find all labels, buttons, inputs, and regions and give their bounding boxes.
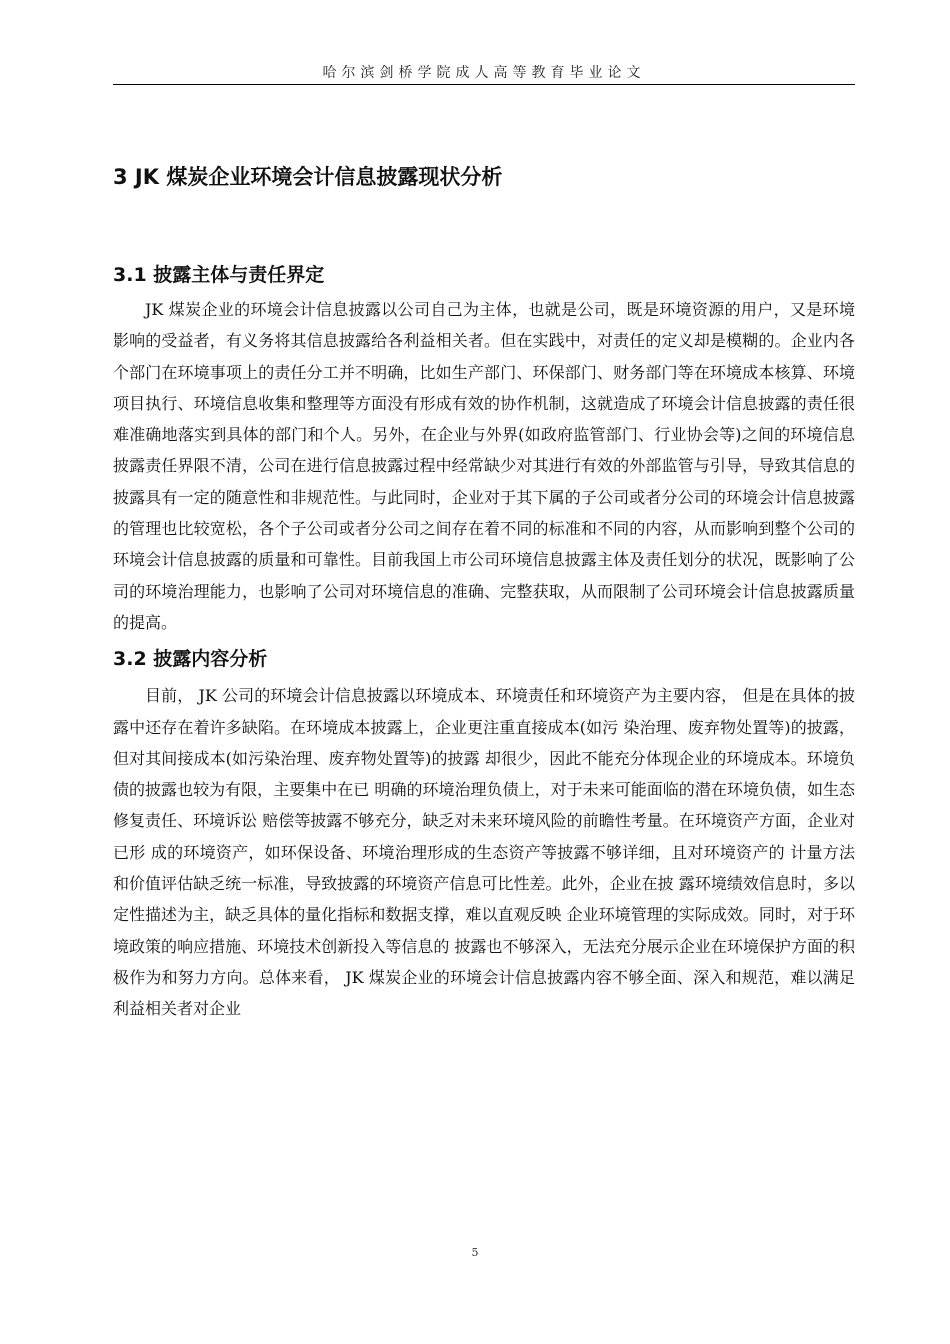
header-divider	[113, 84, 855, 85]
section-3-2-title: 3.2 披露内容分析	[113, 648, 268, 671]
chapter-title: 3 JK 煤炭企业环境会计信息披露现状分析	[113, 165, 503, 189]
page-body	[113, 160, 855, 1025]
section-3-1-paragraph: JK 煤炭企业的环境会计信息披露以公司自己为主体，也就是公司，既是环境资源的用户，又是环境影响的受益者，有义务将其信息披露给各利益相关者。但在实践中，对责任的定义却是模糊的。企业内各个部门在环境事项上的责任分工并不明确，比如生产部门、环保部门、财务部门等在环境成本核算、环境项目执行、环境信息收集和整理等方面没有形成有效的协作机制，这就造成了环境会计信息披露的责任很难准确地落实到具体的部门和个人。另外，在企业与外界(如政府监管部门、行业协会等)之间的环境信息披露责任界限不清，公司在进行信息披露过程中经常缺少对其进行有效的外部监管与引导，导致其信息的披露具有一定的随意性和非规范性。与此同时，企业对于其下属的子公司或者分公司的环境会计信息披露的管理也比较宽松，各个子公司或者分公司之间存在着不同的标准和不同的内容，从而影响到整个公司的环境会计信息披露的质量和可靠性。目前我国上市公司环境信息披露主体及责任划分的状况，既影响了公司的环境治理能力，也影响了公司对环境信息的准确、完整获取，从而限制了公司环境会计信息披露质量的提高。	[113, 300, 855, 632]
page-number: 5	[471, 1246, 479, 1259]
section-3-2-paragraph: 目前， JK 公司的环境会计信息披露以环境成本、环境责任和环境资产为主要内容， 但是在具体的披露中还存在着许多缺陷。在环境成本披露上，企业更注重直接成本(如污 染治理、废弃物处置等)的披露，但对其间接成本(如污染治理、废弃物处置等)的披露 却很少，因此不能充分体现企业的环境成本。环境负债的披露也较为有限，主要集中在已 明确的环境治理负债上，对于未来可能面临的潜在环境负债，如生态修复责任、环境诉讼 赔偿等披露不够充分，缺乏对未来环境风险的前瞻性考量。在环境资产方面，企业对已形 成的环境资产，如环保设备、环境治理形成的生态资产等披露不够详细，且对环境资产的 计量方法和价值评估缺乏统一标准，导致披露的环境资产信息可比性差。此外，企业在披 露环境绩效信息时，多以定性描述为主，缺乏具体的量化指标和数据支撑，难以直观反映 企业环境管理的实际成效。同时，对于环境政策的响应措施、环境技术创新投入等信息的 披露也不够深入，无法充分展示企业在环境保护方面的积极作为和努力方向。总体来看， JK 煤炭企业的环境会计信息披露内容不够全面、深入和规范，难以满足利益相关者对企业	[113, 686, 855, 1019]
section-3-1-title: 3.1 披露主体与责任界定	[113, 264, 325, 286]
page-header: 哈尔滨剑桥学院成人高等教育毕业论文	[322, 65, 646, 81]
